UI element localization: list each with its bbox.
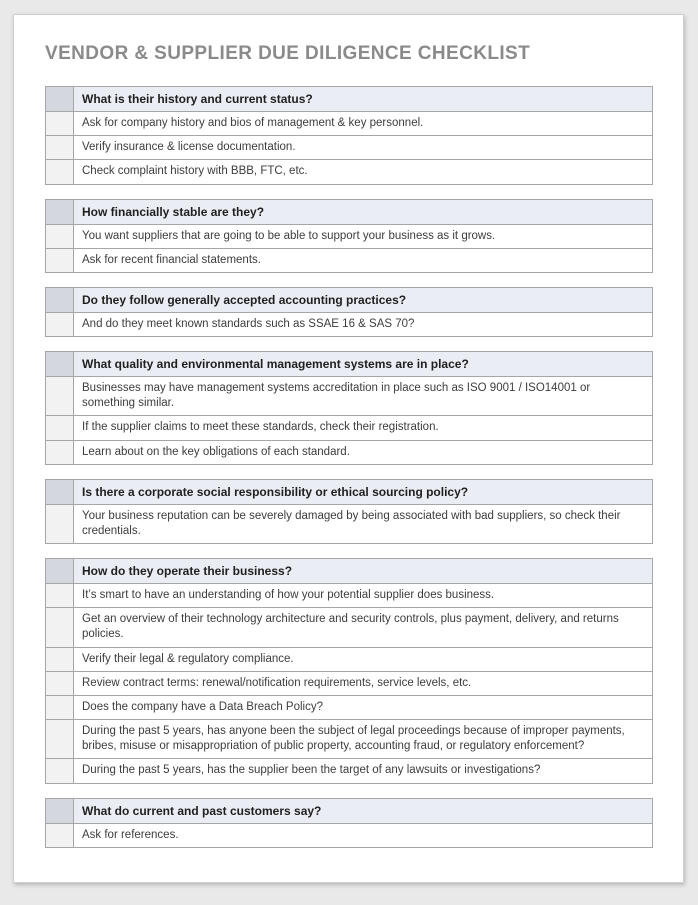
checklist-item-row (46, 671, 653, 695)
section-checkbox-cell[interactable] (46, 287, 74, 312)
item-text: You want suppliers that are going to be able to support your business as it grows. (74, 224, 653, 248)
checklist-item-row (46, 647, 653, 671)
checklist-item-row (46, 759, 653, 783)
checklist-item-row (46, 720, 653, 759)
checklist-section (45, 558, 653, 784)
section-items (46, 559, 653, 784)
checklist-section (45, 86, 653, 185)
item-checkbox-cell[interactable] (46, 136, 74, 160)
checklist-item-row (46, 695, 653, 719)
item-checkbox-cell[interactable] (46, 377, 74, 416)
checklist-item-row (46, 224, 653, 248)
checklist-item-row (46, 584, 653, 608)
item-text: Ask for recent financial statements. (74, 248, 653, 272)
checklist-item-row (46, 608, 653, 647)
section-checkbox-cell[interactable] (46, 352, 74, 377)
checklist-item-row (46, 377, 653, 416)
item-checkbox-cell[interactable] (46, 248, 74, 272)
item-checkbox-cell[interactable] (46, 647, 74, 671)
item-text: And do they meet known standards such as SSAE 16 & SAS 70? (74, 312, 653, 336)
item-text: Check complaint history with BBB, FTC, etc. (74, 160, 653, 184)
item-checkbox-cell[interactable] (46, 584, 74, 608)
checklist-section (45, 199, 653, 273)
section-header-row (46, 352, 653, 377)
item-checkbox-cell[interactable] (46, 416, 74, 440)
checklist-item-row (46, 160, 653, 184)
section-header-text: What is their history and current status? (74, 87, 653, 112)
section-checkbox-cell[interactable] (46, 479, 74, 504)
item-text: Your business reputation can be severely damaged by being associated with bad suppliers, so check their credentials. (74, 504, 653, 543)
section-items (46, 87, 653, 185)
checklist-item-row (46, 248, 653, 272)
section-header-row (46, 479, 653, 504)
section-items (46, 287, 653, 336)
section-header-row (46, 559, 653, 584)
item-checkbox-cell[interactable] (46, 160, 74, 184)
item-checkbox-cell[interactable] (46, 312, 74, 336)
document-page (13, 14, 684, 883)
item-checkbox-cell[interactable] (46, 504, 74, 543)
item-checkbox-cell[interactable] (46, 608, 74, 647)
item-text: Ask for company history and bios of management & key personnel. (74, 112, 653, 136)
document-title: VENDOR & SUPPLIER DUE DILIGENCE CHECKLIST (45, 43, 531, 64)
item-text: Get an overview of their technology architecture and security controls, plus payment, delivery, and returns policies. (74, 608, 653, 647)
section-header-row (46, 199, 653, 224)
item-text: It’s smart to have an understanding of how your potential supplier does business. (74, 584, 653, 608)
section-header-text: How do they operate their business? (74, 559, 653, 584)
item-text: During the past 5 years, has the supplier been the target of any lawsuits or investigations? (74, 759, 653, 783)
section-items (46, 352, 653, 465)
item-checkbox-cell[interactable] (46, 112, 74, 136)
section-header-text: How financially stable are they? (74, 199, 653, 224)
item-checkbox-cell[interactable] (46, 695, 74, 719)
checklist-item-row (46, 504, 653, 543)
section-checkbox-cell[interactable] (46, 798, 74, 823)
item-checkbox-cell[interactable] (46, 224, 74, 248)
section-header-text: Do they follow generally accepted accounting practices? (74, 287, 653, 312)
item-text: If the supplier claims to meet these standards, check their registration. (74, 416, 653, 440)
section-checkbox-cell[interactable] (46, 559, 74, 584)
item-text: Businesses may have management systems accreditation in place such as ISO 9001 / ISO14001 or something similar. (74, 377, 653, 416)
item-checkbox-cell[interactable] (46, 720, 74, 759)
item-text: Does the company have a Data Breach Policy? (74, 695, 653, 719)
item-text: Verify insurance & license documentation. (74, 136, 653, 160)
checklist-item-row (46, 416, 653, 440)
checklist-section (45, 479, 653, 544)
checklist-item-row (46, 823, 653, 847)
item-text: Ask for references. (74, 823, 653, 847)
section-items (46, 798, 653, 847)
checklist-section (45, 287, 653, 337)
item-text: Review contract terms: renewal/notification requirements, service levels, etc. (74, 671, 653, 695)
item-text: Learn about on the key obligations of each standard. (74, 440, 653, 464)
checklist-section (45, 798, 653, 848)
checklist-item-row (46, 136, 653, 160)
checklist-sections (45, 86, 653, 848)
item-text: Verify their legal & regulatory compliance. (74, 647, 653, 671)
item-checkbox-cell[interactable] (46, 671, 74, 695)
section-items (46, 199, 653, 272)
section-checkbox-cell[interactable] (46, 199, 74, 224)
section-header-text: What do current and past customers say? (74, 798, 653, 823)
item-checkbox-cell[interactable] (46, 823, 74, 847)
checklist-item-row (46, 112, 653, 136)
section-header-row (46, 87, 653, 112)
checklist-section (45, 351, 653, 465)
section-header-text: Is there a corporate social responsibility or ethical sourcing policy? (74, 479, 653, 504)
item-checkbox-cell[interactable] (46, 440, 74, 464)
checklist-item-row (46, 312, 653, 336)
section-header-text: What quality and environmental management systems are in place? (74, 352, 653, 377)
section-header-row (46, 287, 653, 312)
section-items (46, 479, 653, 543)
section-checkbox-cell[interactable] (46, 87, 74, 112)
item-checkbox-cell[interactable] (46, 759, 74, 783)
checklist-item-row (46, 440, 653, 464)
section-header-row (46, 798, 653, 823)
item-text: During the past 5 years, has anyone been the subject of legal proceedings because of improper payments, bribes, misuse or misappropriation of public property, accounting fraud, or regulatory enforcement? (74, 720, 653, 759)
